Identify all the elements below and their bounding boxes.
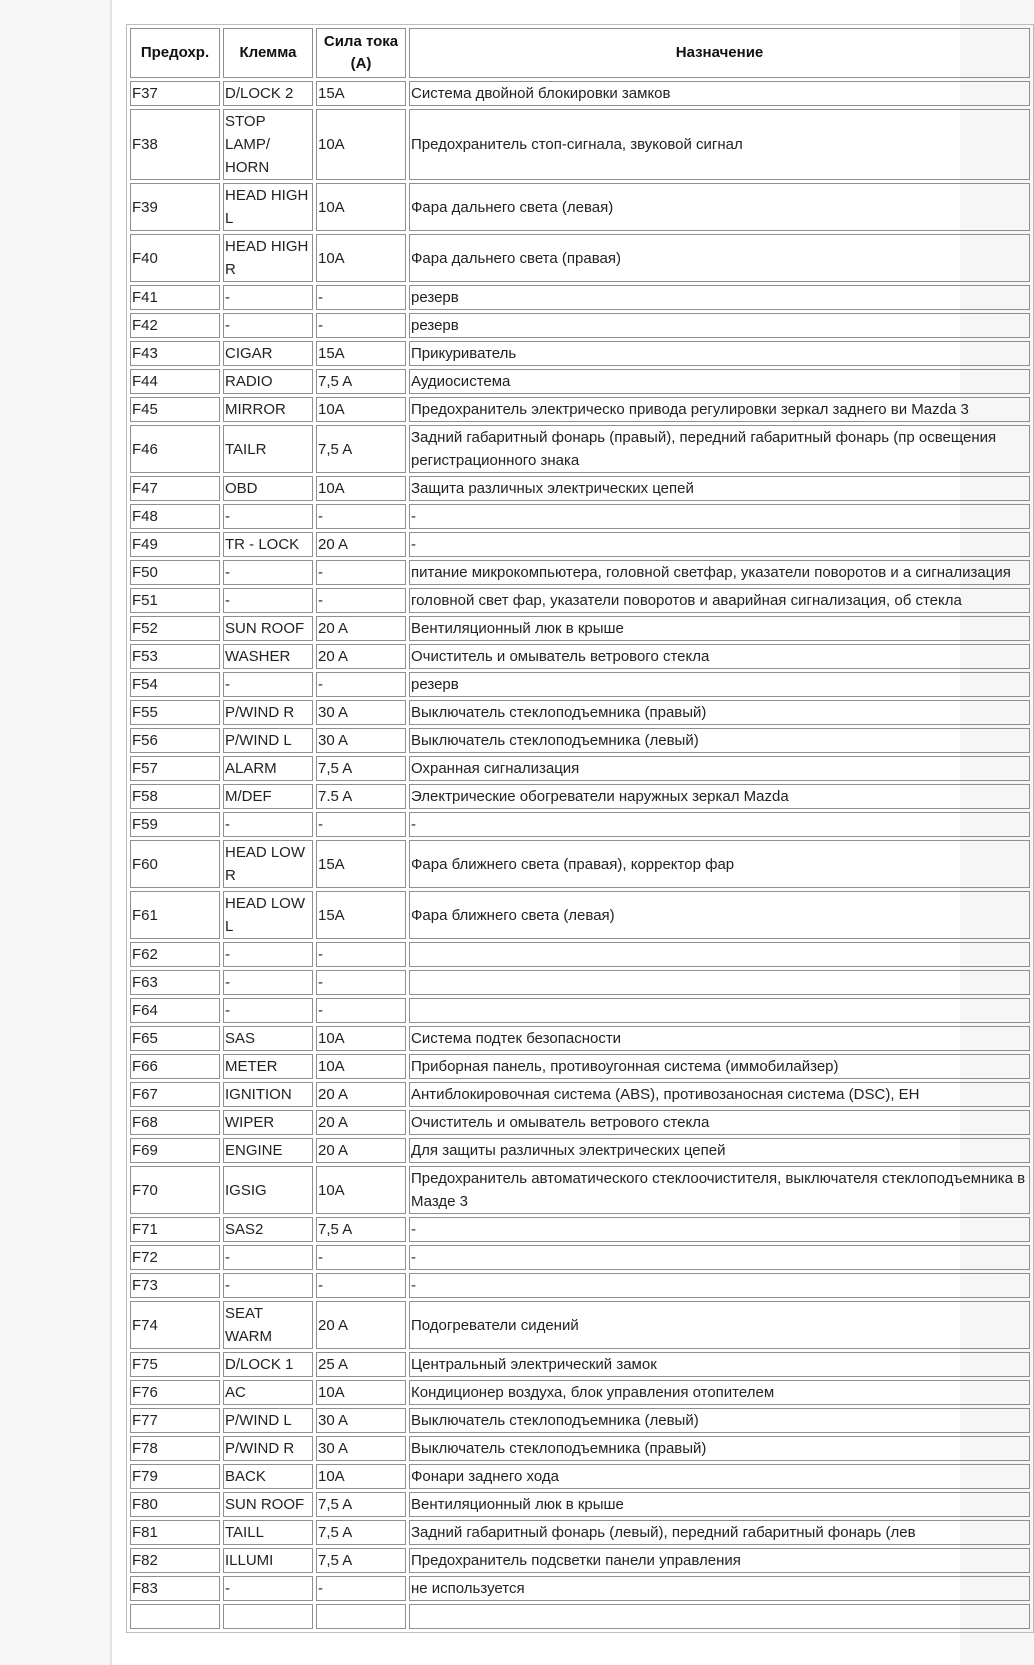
table-row: [130, 313, 1030, 338]
purpose-cell: Антиблокировочная система (ABS), противозаносная система (DSC), ЕН: [409, 1082, 1030, 1107]
current-cell: 20 A: [316, 1082, 406, 1107]
terminal-cell: -: [223, 998, 313, 1023]
purpose-cell: [409, 942, 1030, 967]
current-cell: 20 A: [316, 1301, 406, 1349]
fuse-cell: F52: [130, 616, 220, 641]
terminal-cell: P/WIND R: [223, 700, 313, 725]
purpose-cell: Вентиляционный люк в крыше: [409, 616, 1030, 641]
table-row: [130, 812, 1030, 837]
terminal-cell: -: [223, 812, 313, 837]
current-cell: 30 A: [316, 700, 406, 725]
table-row: [130, 1352, 1030, 1377]
fuse-cell: F66: [130, 1054, 220, 1079]
current-cell: 15A: [316, 341, 406, 366]
terminal-cell: HEAD LOW L: [223, 891, 313, 939]
fuse-table: [126, 24, 1034, 1633]
fuse-cell: F78: [130, 1436, 220, 1461]
terminal-cell: AC: [223, 1380, 313, 1405]
purpose-cell: Выключатель стеклоподъемника (правый): [409, 700, 1030, 725]
header-fuse: Предохр.: [130, 28, 220, 78]
table-row: [130, 1082, 1030, 1107]
header-purpose: Назначение: [409, 28, 1030, 78]
terminal-cell: SUN ROOF: [223, 616, 313, 641]
terminal-cell: -: [223, 588, 313, 613]
current-cell: -: [316, 942, 406, 967]
terminal-cell: -: [223, 672, 313, 697]
fuse-cell: F57: [130, 756, 220, 781]
purpose-cell: резерв: [409, 313, 1030, 338]
fuse-cell: F77: [130, 1408, 220, 1433]
terminal-cell: -: [223, 285, 313, 310]
fuse-cell: F45: [130, 397, 220, 422]
purpose-cell: Система подтек безопасности: [409, 1026, 1030, 1051]
current-cell: 10A: [316, 1054, 406, 1079]
purpose-cell: резерв: [409, 285, 1030, 310]
fuse-cell: F64: [130, 998, 220, 1023]
current-cell: 10A: [316, 1380, 406, 1405]
terminal-cell: IGNITION: [223, 1082, 313, 1107]
fuse-cell: F82: [130, 1548, 220, 1573]
purpose-cell: Фара ближнего света (правая), корректор фар: [409, 840, 1030, 888]
purpose-cell: -: [409, 1273, 1030, 1298]
fuse-cell: F48: [130, 504, 220, 529]
table-row: [130, 942, 1030, 967]
table-row: [130, 1408, 1030, 1433]
terminal-cell: HEAD HIGH R: [223, 234, 313, 282]
current-cell: 15A: [316, 840, 406, 888]
current-cell: -: [316, 313, 406, 338]
table-row: [130, 532, 1030, 557]
current-cell: -: [316, 1273, 406, 1298]
fuse-cell: F39: [130, 183, 220, 231]
table-row: [130, 1464, 1030, 1489]
current-cell: 15A: [316, 81, 406, 106]
fuse-cell: F68: [130, 1110, 220, 1135]
purpose-cell: [409, 1604, 1030, 1629]
header-terminal: Клемма: [223, 28, 313, 78]
fuse-cell: F76: [130, 1380, 220, 1405]
current-cell: [316, 1604, 406, 1629]
header-row: [130, 28, 1030, 78]
current-cell: 7,5 A: [316, 369, 406, 394]
table-row: [130, 183, 1030, 231]
purpose-cell: Фара ближнего света (левая): [409, 891, 1030, 939]
header-current: Сила тока (А): [316, 28, 406, 78]
fuse-cell: F73: [130, 1273, 220, 1298]
table-row: [130, 109, 1030, 180]
terminal-cell: STOP LAMP/ HORN: [223, 109, 313, 180]
terminal-cell: SEAT WARM: [223, 1301, 313, 1349]
fuse-cell: F58: [130, 784, 220, 809]
purpose-cell: Кондиционер воздуха, блок управления отопителем: [409, 1380, 1030, 1405]
purpose-cell: Предохранитель подсветки панели управления: [409, 1548, 1030, 1573]
fuse-cell: F70: [130, 1166, 220, 1214]
current-cell: 30 A: [316, 1436, 406, 1461]
current-cell: 10A: [316, 234, 406, 282]
current-cell: 30 A: [316, 728, 406, 753]
terminal-cell: -: [223, 1576, 313, 1601]
purpose-cell: Предохранитель стоп-сигнала, звуковой сигнал: [409, 109, 1030, 180]
purpose-cell: -: [409, 532, 1030, 557]
purpose-cell: не используется: [409, 1576, 1030, 1601]
current-cell: -: [316, 1245, 406, 1270]
purpose-cell: Задний габаритный фонарь (левый), передний габаритный фонарь (лев: [409, 1520, 1030, 1545]
table-row: [130, 1492, 1030, 1517]
table-row: [130, 1217, 1030, 1242]
current-cell: 10A: [316, 1166, 406, 1214]
table-row: [130, 616, 1030, 641]
terminal-cell: SUN ROOF: [223, 1492, 313, 1517]
terminal-cell: CIGAR: [223, 341, 313, 366]
terminal-cell: BACK: [223, 1464, 313, 1489]
terminal-cell: TAILR: [223, 425, 313, 473]
purpose-cell: Аудиосистема: [409, 369, 1030, 394]
current-cell: 10A: [316, 397, 406, 422]
terminal-cell: -: [223, 942, 313, 967]
purpose-cell: [409, 970, 1030, 995]
fuse-cell: F59: [130, 812, 220, 837]
purpose-cell: головной свет фар, указатели поворотов и аварийная сигнализация, об стекла: [409, 588, 1030, 613]
table-row: [130, 1548, 1030, 1573]
purpose-cell: -: [409, 1217, 1030, 1242]
table-row: [130, 756, 1030, 781]
table-row: [130, 1301, 1030, 1349]
purpose-cell: Прикуриватель: [409, 341, 1030, 366]
terminal-cell: RADIO: [223, 369, 313, 394]
fuse-table-body: [130, 81, 1030, 1629]
table-row: [130, 840, 1030, 888]
fuse-cell: F46: [130, 425, 220, 473]
purpose-cell: Для защиты различных электрических цепей: [409, 1138, 1030, 1163]
table-row: [130, 784, 1030, 809]
table-row: [130, 369, 1030, 394]
fuse-cell: F62: [130, 942, 220, 967]
purpose-cell: Центральный электрический замок: [409, 1352, 1030, 1377]
current-cell: -: [316, 812, 406, 837]
table-row: [130, 1380, 1030, 1405]
purpose-cell: Система двойной блокировки замков: [409, 81, 1030, 106]
current-cell: 7,5 A: [316, 1548, 406, 1573]
fuse-cell: F56: [130, 728, 220, 753]
table-row: [130, 700, 1030, 725]
terminal-cell: WIPER: [223, 1110, 313, 1135]
fuse-cell: F41: [130, 285, 220, 310]
table-row: [130, 504, 1030, 529]
terminal-cell: HEAD HIGH L: [223, 183, 313, 231]
fuse-cell: F49: [130, 532, 220, 557]
table-row: [130, 1110, 1030, 1135]
terminal-cell: ALARM: [223, 756, 313, 781]
purpose-cell: Фонари заднего хода: [409, 1464, 1030, 1489]
terminal-cell: MIRROR: [223, 397, 313, 422]
purpose-cell: Предохранитель автоматического стеклоочистителя, выключателя стеклоподъемника в Мазде 3: [409, 1166, 1030, 1214]
current-cell: -: [316, 998, 406, 1023]
purpose-cell: Предохранитель электрическо привода регулировки зеркал заднего ви Mazda 3: [409, 397, 1030, 422]
table-row: [130, 425, 1030, 473]
table-row: [130, 397, 1030, 422]
fuse-cell: [130, 1604, 220, 1629]
fuse-cell: F71: [130, 1217, 220, 1242]
terminal-cell: M/DEF: [223, 784, 313, 809]
current-cell: -: [316, 588, 406, 613]
terminal-cell: -: [223, 970, 313, 995]
table-row: [130, 1166, 1030, 1214]
current-cell: -: [316, 970, 406, 995]
table-row: [130, 1604, 1030, 1629]
terminal-cell: ILLUMI: [223, 1548, 313, 1573]
terminal-cell: SAS2: [223, 1217, 313, 1242]
current-cell: 10A: [316, 1464, 406, 1489]
terminal-cell: -: [223, 504, 313, 529]
table-row: [130, 891, 1030, 939]
terminal-cell: -: [223, 1273, 313, 1298]
fuse-cell: F75: [130, 1352, 220, 1377]
current-cell: 10A: [316, 183, 406, 231]
purpose-cell: Электрические обогреватели наружных зеркал Mazda: [409, 784, 1030, 809]
fuse-cell: F72: [130, 1245, 220, 1270]
table-row: [130, 970, 1030, 995]
current-cell: 20 A: [316, 1110, 406, 1135]
table-row: [130, 341, 1030, 366]
terminal-cell: HEAD LOW R: [223, 840, 313, 888]
current-cell: 10A: [316, 1026, 406, 1051]
terminal-cell: [223, 1604, 313, 1629]
terminal-cell: ENGINE: [223, 1138, 313, 1163]
table-row: [130, 1245, 1030, 1270]
fuse-cell: F42: [130, 313, 220, 338]
fuse-cell: F53: [130, 644, 220, 669]
terminal-cell: P/WIND R: [223, 1436, 313, 1461]
purpose-cell: питание микрокомпьютера, головной светфар, указатели поворотов и а сигнализация: [409, 560, 1030, 585]
terminal-cell: -: [223, 1245, 313, 1270]
current-cell: 10A: [316, 476, 406, 501]
current-cell: 20 A: [316, 616, 406, 641]
table-row: [130, 560, 1030, 585]
table-row: [130, 476, 1030, 501]
fuse-cell: F60: [130, 840, 220, 888]
terminal-cell: -: [223, 313, 313, 338]
fuse-cell: F44: [130, 369, 220, 394]
fuse-cell: F67: [130, 1082, 220, 1107]
terminal-cell: P/WIND L: [223, 728, 313, 753]
purpose-cell: -: [409, 504, 1030, 529]
fuse-cell: F47: [130, 476, 220, 501]
terminal-cell: P/WIND L: [223, 1408, 313, 1433]
current-cell: 30 A: [316, 1408, 406, 1433]
fuse-cell: F43: [130, 341, 220, 366]
terminal-cell: -: [223, 560, 313, 585]
terminal-cell: IGSIG: [223, 1166, 313, 1214]
current-cell: 7,5 A: [316, 1520, 406, 1545]
table-row: [130, 998, 1030, 1023]
purpose-cell: [409, 998, 1030, 1023]
table-row: [130, 588, 1030, 613]
current-cell: -: [316, 285, 406, 310]
purpose-cell: Выключатель стеклоподъемника (правый): [409, 1436, 1030, 1461]
fuse-cell: F37: [130, 81, 220, 106]
terminal-cell: WASHER: [223, 644, 313, 669]
fuse-table-container: [126, 24, 1026, 1665]
current-cell: 20 A: [316, 532, 406, 557]
fuse-cell: F40: [130, 234, 220, 282]
purpose-cell: Приборная панель, противоугонная система (иммобилайзер): [409, 1054, 1030, 1079]
fuse-cell: F79: [130, 1464, 220, 1489]
current-cell: -: [316, 1576, 406, 1601]
fuse-cell: F83: [130, 1576, 220, 1601]
table-row: [130, 285, 1030, 310]
fuse-cell: F38: [130, 109, 220, 180]
table-row: [130, 1138, 1030, 1163]
terminal-cell: TR - LOCK: [223, 532, 313, 557]
current-cell: 20 A: [316, 1138, 406, 1163]
fuse-cell: F69: [130, 1138, 220, 1163]
table-row: [130, 81, 1030, 106]
purpose-cell: Выключатель стеклоподъемника (левый): [409, 1408, 1030, 1433]
fuse-cell: F61: [130, 891, 220, 939]
fuse-cell: F74: [130, 1301, 220, 1349]
current-cell: 15A: [316, 891, 406, 939]
table-row: [130, 644, 1030, 669]
fuse-cell: F55: [130, 700, 220, 725]
fuse-cell: F51: [130, 588, 220, 613]
current-cell: -: [316, 504, 406, 529]
terminal-cell: D/LOCK 1: [223, 1352, 313, 1377]
fuse-cell: F50: [130, 560, 220, 585]
purpose-cell: -: [409, 812, 1030, 837]
purpose-cell: резерв: [409, 672, 1030, 697]
current-cell: 7,5 A: [316, 1217, 406, 1242]
current-cell: 25 A: [316, 1352, 406, 1377]
fuse-cell: F80: [130, 1492, 220, 1517]
purpose-cell: Задний габаритный фонарь (правый), передний габаритный фонарь (пр освещения регистрационного знака: [409, 425, 1030, 473]
table-row: [130, 1054, 1030, 1079]
table-row: [130, 672, 1030, 697]
purpose-cell: Выключатель стеклоподъемника (левый): [409, 728, 1030, 753]
terminal-cell: D/LOCK 2: [223, 81, 313, 106]
purpose-cell: Вентиляционный люк в крыше: [409, 1492, 1030, 1517]
table-row: [130, 1436, 1030, 1461]
table-row: [130, 1273, 1030, 1298]
purpose-cell: Охранная сигнализация: [409, 756, 1030, 781]
table-row: [130, 234, 1030, 282]
terminal-cell: OBD: [223, 476, 313, 501]
fuse-cell: F81: [130, 1520, 220, 1545]
current-cell: 7.5 A: [316, 784, 406, 809]
current-cell: -: [316, 560, 406, 585]
fuse-cell: F54: [130, 672, 220, 697]
purpose-cell: -: [409, 1245, 1030, 1270]
current-cell: 7,5 A: [316, 425, 406, 473]
table-row: [130, 1520, 1030, 1545]
current-cell: 7,5 A: [316, 1492, 406, 1517]
current-cell: -: [316, 672, 406, 697]
terminal-cell: SAS: [223, 1026, 313, 1051]
purpose-cell: Очиститель и омыватель ветрового стекла: [409, 1110, 1030, 1135]
current-cell: 10A: [316, 109, 406, 180]
current-cell: 7,5 A: [316, 756, 406, 781]
current-cell: 20 A: [316, 644, 406, 669]
purpose-cell: Подогреватели сидений: [409, 1301, 1030, 1349]
table-row: [130, 728, 1030, 753]
table-row: [130, 1026, 1030, 1051]
purpose-cell: Защита различных электрических цепей: [409, 476, 1030, 501]
fuse-cell: F65: [130, 1026, 220, 1051]
purpose-cell: Очиститель и омыватель ветрового стекла: [409, 644, 1030, 669]
purpose-cell: Фара дальнего света (правая): [409, 234, 1030, 282]
fuse-cell: F63: [130, 970, 220, 995]
terminal-cell: TAILL: [223, 1520, 313, 1545]
terminal-cell: METER: [223, 1054, 313, 1079]
table-row: [130, 1576, 1030, 1601]
purpose-cell: Фара дальнего света (левая): [409, 183, 1030, 231]
